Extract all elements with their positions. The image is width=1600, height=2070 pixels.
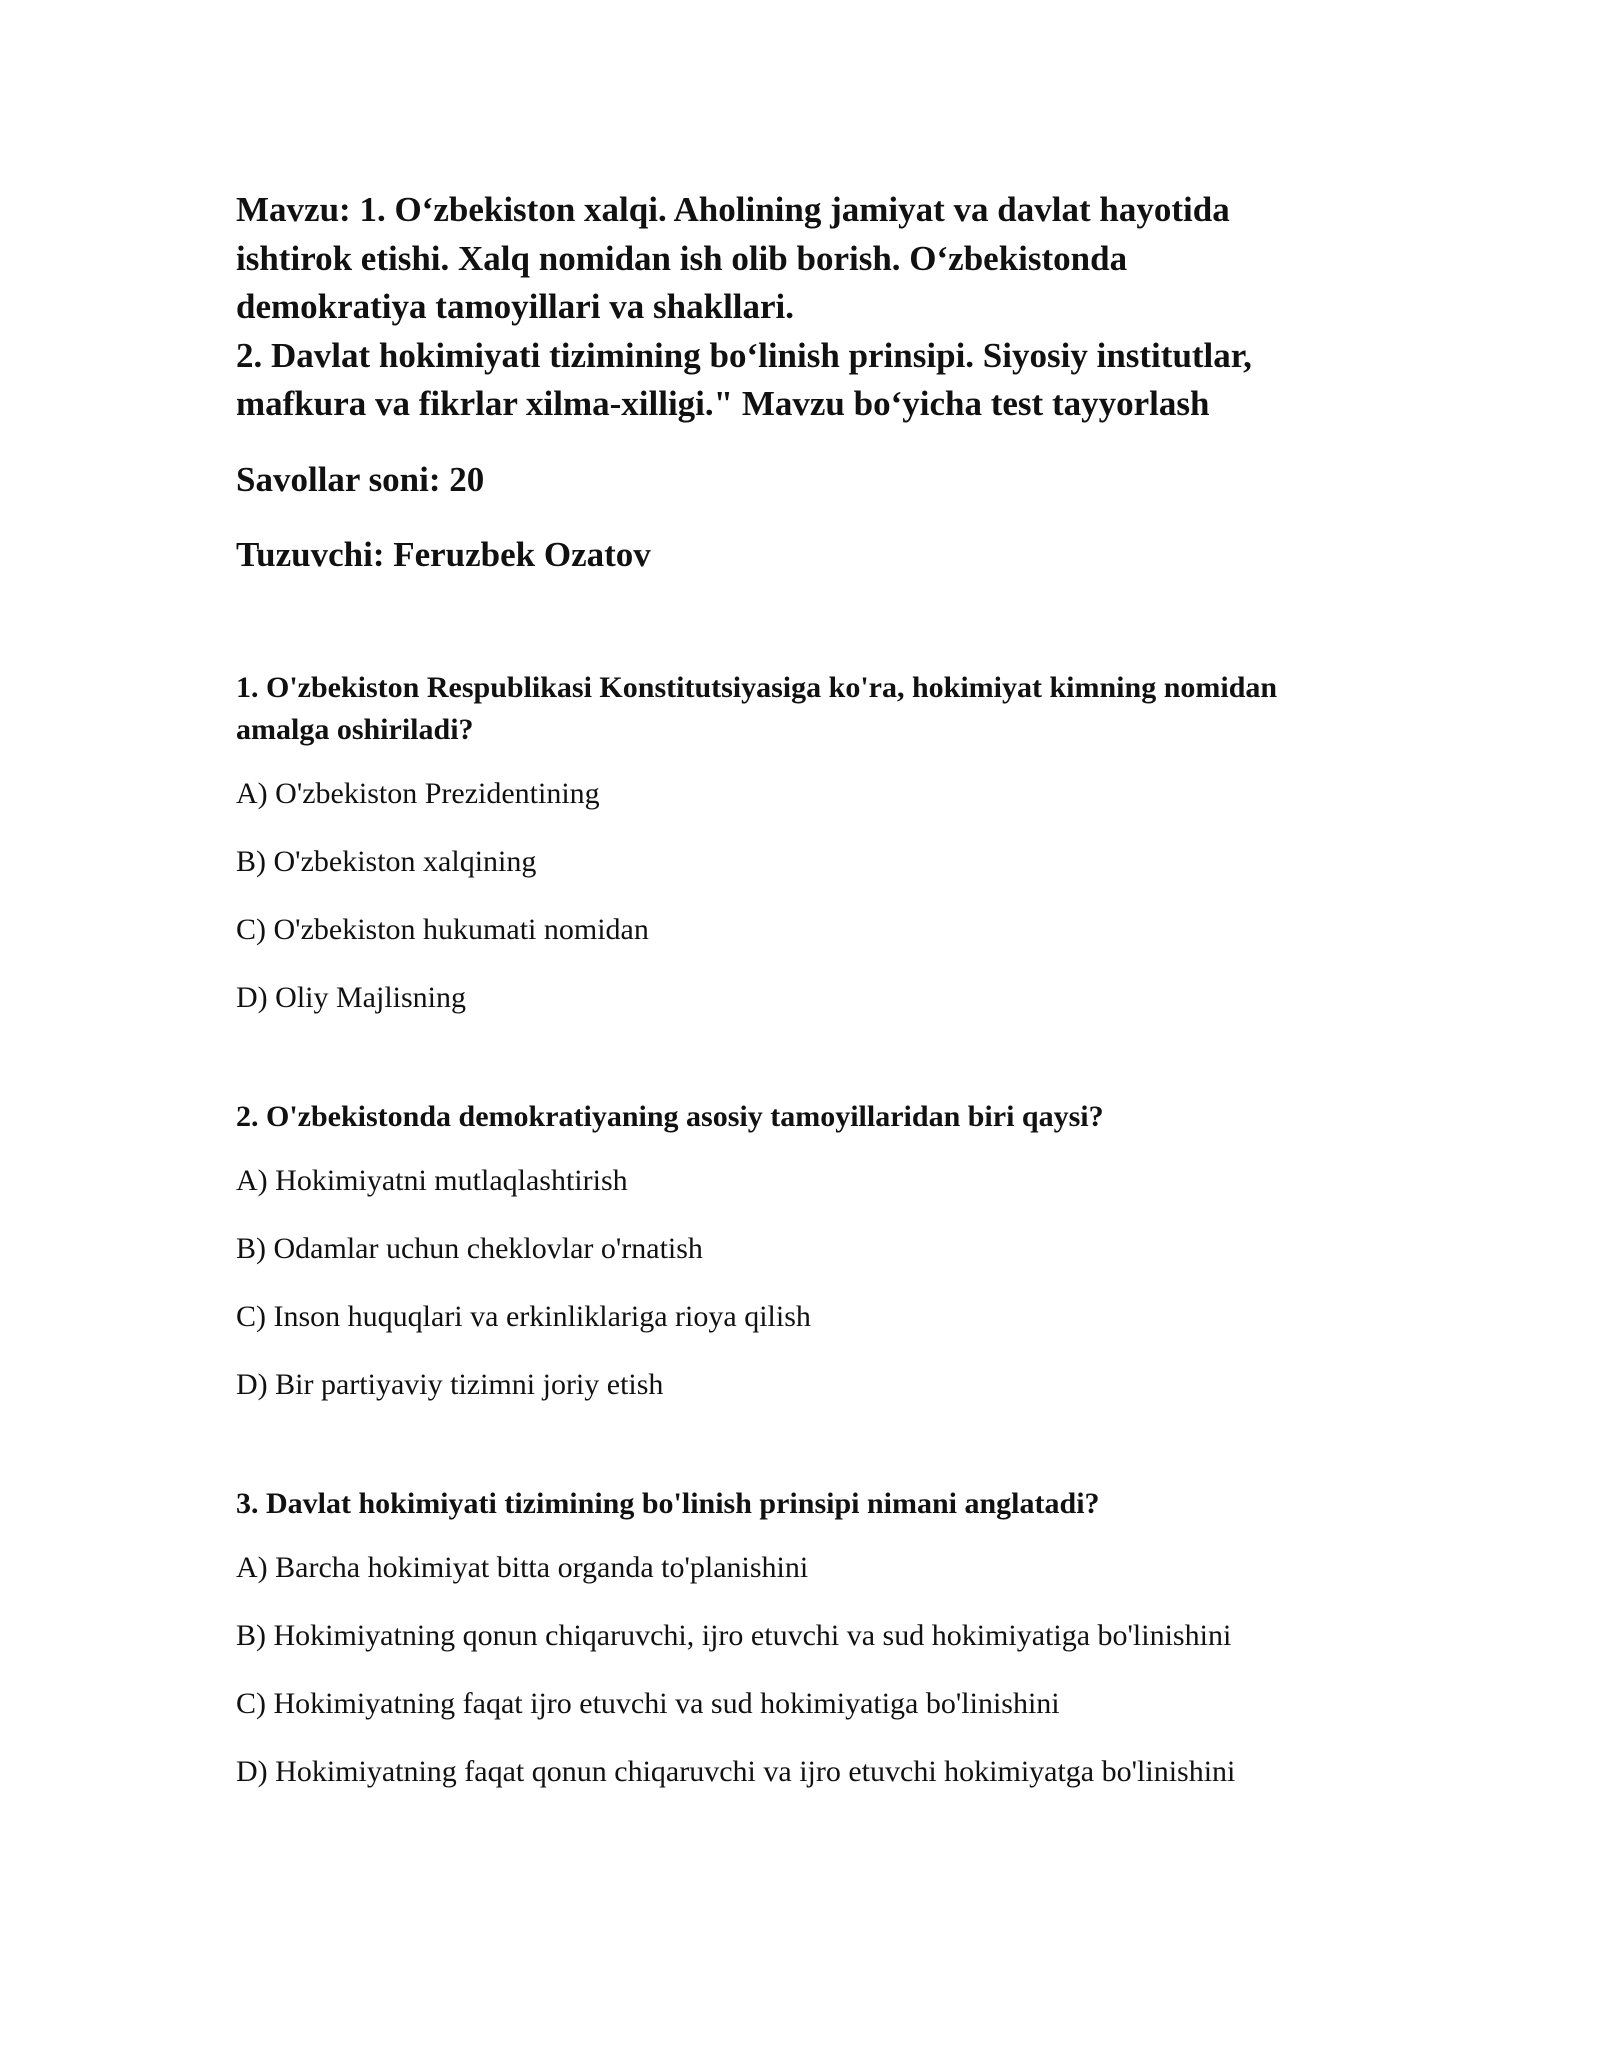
option-a: A) Hokimiyatni mutlaqlashtirish — [236, 1163, 628, 1197]
option-d: D) Oliy Majlisning — [236, 980, 466, 1014]
question-2 — [236, 1096, 1416, 1406]
option-c: C) Hokimiyatning faqat ijro etuvchi va sud hokimiyatiga bo'linishini — [236, 1686, 1060, 1720]
author: Tuzuvchi: Feruzbek Ozatov — [236, 534, 651, 574]
question-line: 1. O'zbekiston Respublikasi Konstitutsiyasiga ko'ra, hokimiyat kimning nomidan — [236, 670, 1278, 704]
option-d: D) Hokimiyatning faqat qonun chiqaruvchi va ijro etuvchi hokimiyatga bo'linishini — [236, 1754, 1236, 1788]
option-a: A) Barcha hokimiyat bitta organda to'planishini — [236, 1550, 809, 1584]
title-line: ishtirok etishi. Xalq nomidan ish olib borish. O‘zbekistonda — [236, 238, 1128, 278]
option-c: C) Inson huquqlari va erkinliklariga rioya qilish — [236, 1299, 811, 1333]
option-a: A) O'zbekiston Prezidentining — [236, 776, 600, 810]
question-line: amalga oshiriladi? — [236, 712, 474, 746]
option-b: B) Odamlar uchun cheklovlar o'rnatish — [236, 1231, 703, 1265]
option-b: B) Hokimiyatning qonun chiqaruvchi, ijro etuvchi va sud hokimiyatiga bo'linishini — [236, 1618, 1232, 1652]
question-line: 2. O'zbekistonda demokratiyaning asosiy tamoyillaridan biri qaysi? — [236, 1099, 1104, 1133]
question-list — [236, 667, 1416, 1793]
title-line: demokratiya tamoyillari va shakllari. — [236, 287, 795, 326]
title-line: mafkura va fikrlar xilma-xilligi." Mavzu bo‘yicha test tayyorlash — [236, 384, 1210, 423]
question-text — [236, 1096, 1416, 1138]
option-c: C) O'zbekiston hukumati nomidan — [236, 912, 649, 946]
question-text — [236, 667, 1416, 751]
option-b: B) O'zbekiston xalqining — [236, 844, 537, 878]
question-3 — [236, 1483, 1416, 1793]
title-line: Mavzu: 1. O‘zbekiston xalqi. Aholining jamiyat va davlat hayotida — [236, 190, 1230, 229]
question-1 — [236, 667, 1416, 1019]
document-title — [236, 186, 1416, 429]
title-line: 2. Davlat hokimiyati tizimining bo‘linish prinsipi. Siyosiy institutlar, — [236, 335, 1252, 375]
question-line: 3. Davlat hokimiyati tizimining bo'linish prinsipi nimani anglatadi? — [236, 1486, 1100, 1520]
question-count: Savollar soni: 20 — [236, 459, 485, 499]
option-d: D) Bir partiyaviy tizimni joriy etish — [236, 1367, 664, 1401]
document-page — [236, 186, 1416, 1870]
question-text — [236, 1483, 1416, 1525]
